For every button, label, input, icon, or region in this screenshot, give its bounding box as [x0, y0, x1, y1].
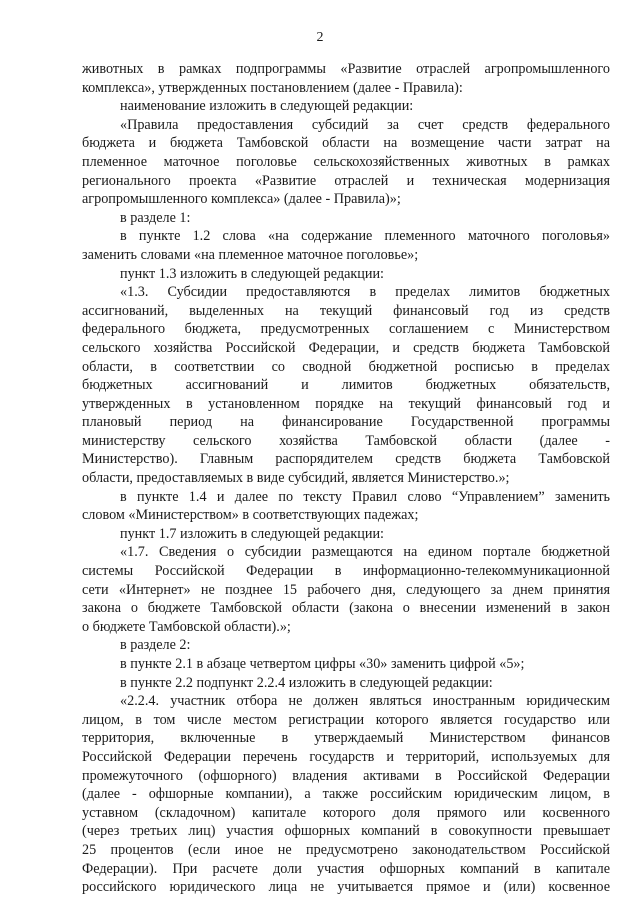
text-line: 25 процентов (если иное не предусмотрено законодательством Российской: [82, 841, 610, 858]
text-line: в пункте 2.2 подпункт 2.2.4 изложить в следующей редакции:: [120, 674, 493, 691]
text-line: сети «Интернет» не позднее 15 рабочего дня, следующего за днем принятия: [82, 581, 610, 598]
text-line: области, в соответствии со сводной бюджетной росписью в пределах: [82, 358, 610, 375]
text-line: в пункте 2.1 в абзаце четвертом цифры «30» заменить цифрой «5»;: [120, 656, 525, 672]
text-line: в пункте 1.2 слова «на содержание племенного маточного поголовья»: [120, 228, 610, 245]
text-line: бюджета и бюджета Тамбовской области на возмещение части затрат на: [82, 135, 610, 152]
text-line: «1.7. Сведения о субсидии размещаются на едином портале бюджетной: [120, 544, 610, 561]
page-number: 2: [316, 30, 324, 45]
text-line: (через третьих лиц) участия офшорных компаний в совокупности превышает: [82, 823, 610, 840]
text-line: наименование изложить в следующей редакции:: [120, 98, 414, 115]
text-line: федерального бюджета, предусмотренных соглашением с Министерством: [82, 321, 610, 338]
text-line: «Правила предоставления субсидий за счет средств федерального: [120, 116, 610, 133]
text-line: плановый период на финансирование Государственной программы: [82, 414, 610, 431]
text-line: (далее - офшорные компании), а также российским юридическим лицом, в: [82, 786, 610, 803]
text-line: лицом, в том числе местом регистрации которого является государство или: [82, 711, 610, 728]
text-line: племенное маточное поголовье сельскохозяйственных животных в рамках: [82, 153, 610, 170]
text-line: регионального проекта «Развитие отраслей и техническая модернизация: [82, 172, 610, 189]
text-line: уставном (складочном) капитале которого доля прямого или косвенного: [82, 804, 610, 821]
text-line: «1.3. Субсидии предоставляются в пределах лимитов бюджетных: [120, 284, 610, 301]
text-line: системы Российской Федерации в информационно-телекоммуникационной: [82, 563, 610, 580]
text-line: министерству сельского хозяйства Тамбовской области (далее -: [82, 432, 610, 449]
text-line: «2.2.4. участник отбора не должен являться иностранным юридическим: [120, 693, 610, 710]
text-line: закона о бюджете Тамбовской области (закона о внесении изменений в закон: [82, 600, 610, 617]
text-line: заменить словами «на племенное маточное поголовье»;: [82, 246, 419, 263]
text-line: Федерации). При расчете доли участия офшорных компаний в капитале: [82, 860, 610, 877]
text-line: утвержденных в установленном порядке на текущий финансовый год и: [82, 395, 610, 412]
text-line: российского юридического лица не учитывается прямое и (или) косвенное: [82, 879, 610, 896]
text-line: бюджетных ассигнований и лимитов бюджетных обязательств,: [82, 377, 610, 394]
text-line: в разделе 2:: [120, 637, 191, 654]
document-body: [82, 60, 610, 897]
text-line: словом «Министерством» в соответствующих падежах;: [82, 507, 419, 524]
text-line: о бюджете Тамбовской области).»;: [82, 618, 291, 635]
text-line: области, предоставляемых в виде субсидий, является Министерство.»;: [82, 470, 510, 487]
text-line: территория, включенные в утверждаемый Министерством финансов: [82, 730, 610, 747]
text-line: пункт 1.3 изложить в следующей редакции:: [120, 265, 384, 282]
text-line: в пункте 1.4 и далее по тексту Правил слово “Управлением” заменить: [120, 488, 610, 505]
text-line: агропромышленного комплекса» (далее - Правила)»;: [82, 191, 401, 208]
text-line: пункт 1.7 изложить в следующей редакции:: [120, 525, 384, 542]
text-line: сельского хозяйства Российской Федерации, и средств бюджета Тамбовской: [82, 339, 610, 356]
text-line: Министерство). Главным распорядителем средств бюджета Тамбовской: [82, 451, 610, 468]
text-line: животных в рамках подпрограммы «Развитие отраслей агропромышленного: [82, 61, 610, 77]
text-line: комплекса», утвержденных постановлением (далее - Правила):: [82, 79, 463, 96]
text-line: Российской Федерации перечень государств и территорий, используемых для: [82, 748, 610, 765]
text-line: в разделе 1:: [120, 209, 191, 226]
text-line: промежуточного (офшорного) владения активами в Российской Федерации: [82, 767, 610, 784]
text-line: ассигнований, выделенных на текущий финансовый год из средств: [82, 302, 610, 319]
